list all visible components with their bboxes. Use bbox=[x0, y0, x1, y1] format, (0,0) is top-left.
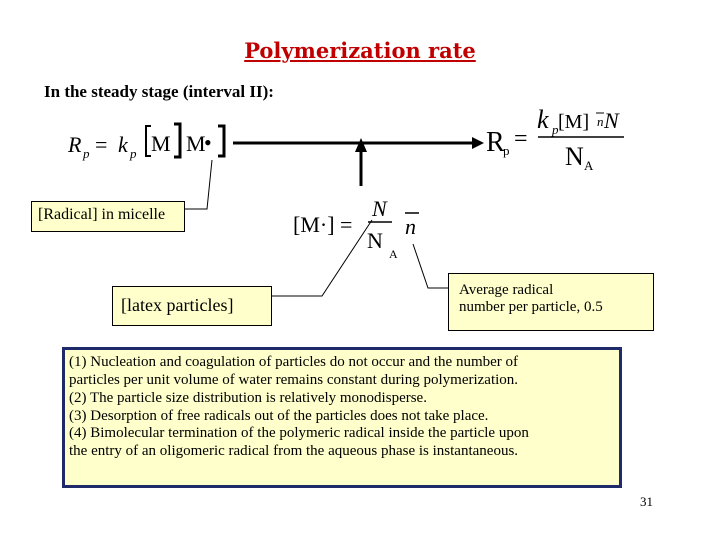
particle-number: N bbox=[372, 196, 387, 221]
radical-dot: • bbox=[204, 130, 212, 155]
rate-equation-left bbox=[67, 124, 224, 161]
bracket-close-radical bbox=[218, 126, 224, 156]
rate-constant-subscript-right: p bbox=[552, 122, 559, 137]
rate-constant: k bbox=[118, 132, 128, 157]
rate-constant-subscript: p bbox=[130, 146, 137, 161]
callout-average-line-2: number per particle, 0.5 bbox=[459, 299, 603, 316]
avogadro-number: N bbox=[367, 228, 383, 253]
assumptions-box bbox=[62, 347, 622, 488]
callout-radical-in-micelle: [Radical] in micelle bbox=[31, 201, 185, 232]
radical-concentration-equation bbox=[293, 196, 419, 261]
leader-radical bbox=[185, 160, 212, 209]
avogadro-subscript-right: A bbox=[584, 158, 594, 173]
particle-number-right: N bbox=[604, 108, 619, 133]
avogadro-subscript: A bbox=[389, 247, 398, 261]
rate-subscript: p bbox=[83, 146, 90, 161]
assumption-line: the entry of an oligomeric radical from the aqueous phase is instantaneous. bbox=[69, 443, 519, 460]
radical-symbol: M bbox=[186, 131, 206, 156]
monomer-symbol: M bbox=[151, 131, 171, 156]
arrow-right-head bbox=[472, 137, 484, 149]
rate-constant-right: k bbox=[537, 105, 549, 134]
assumption-line: (4) Bimolecular termination of the polymeric radical inside the particle upon bbox=[69, 425, 529, 442]
rate-symbol: R bbox=[68, 132, 82, 157]
page-title: Polymerization rate bbox=[244, 38, 476, 63]
rate-subscript-right: p bbox=[503, 143, 510, 158]
n-bar-right: n bbox=[597, 114, 604, 129]
callout-average-line-1: Average radical bbox=[459, 282, 554, 298]
leader-average bbox=[413, 244, 448, 288]
monomer-bracket-right: [M] bbox=[558, 111, 590, 133]
callout-latex-particles: [latex particles] bbox=[112, 286, 272, 326]
subtitle: In the steady stage (interval II): bbox=[44, 82, 274, 101]
equals-sign-right: = bbox=[514, 126, 528, 152]
assumption-line: (2) The particle size distribution is relatively monodisperse. bbox=[69, 389, 427, 406]
callout-average-radical bbox=[448, 273, 654, 331]
equals-sign: = bbox=[95, 132, 108, 157]
average-radical-number: n bbox=[405, 214, 416, 239]
arrow-up-head bbox=[355, 138, 367, 152]
radical-conc-lhs: [M·] = bbox=[293, 212, 353, 237]
rate-equation-right bbox=[486, 105, 624, 173]
assumption-line: particles per unit volume of water remains constant during polymerization. bbox=[69, 371, 519, 388]
bracket-close bbox=[174, 124, 180, 157]
assumption-line: (3) Desorption of free radicals out of the particles does not take place. bbox=[69, 407, 489, 424]
page-number: 31 bbox=[640, 494, 653, 509]
assumption-line: (1) Nucleation and coagulation of particles do not occur and the number of bbox=[69, 354, 519, 370]
rate-symbol-right: R bbox=[486, 127, 505, 158]
avogadro-right: N bbox=[565, 142, 584, 171]
